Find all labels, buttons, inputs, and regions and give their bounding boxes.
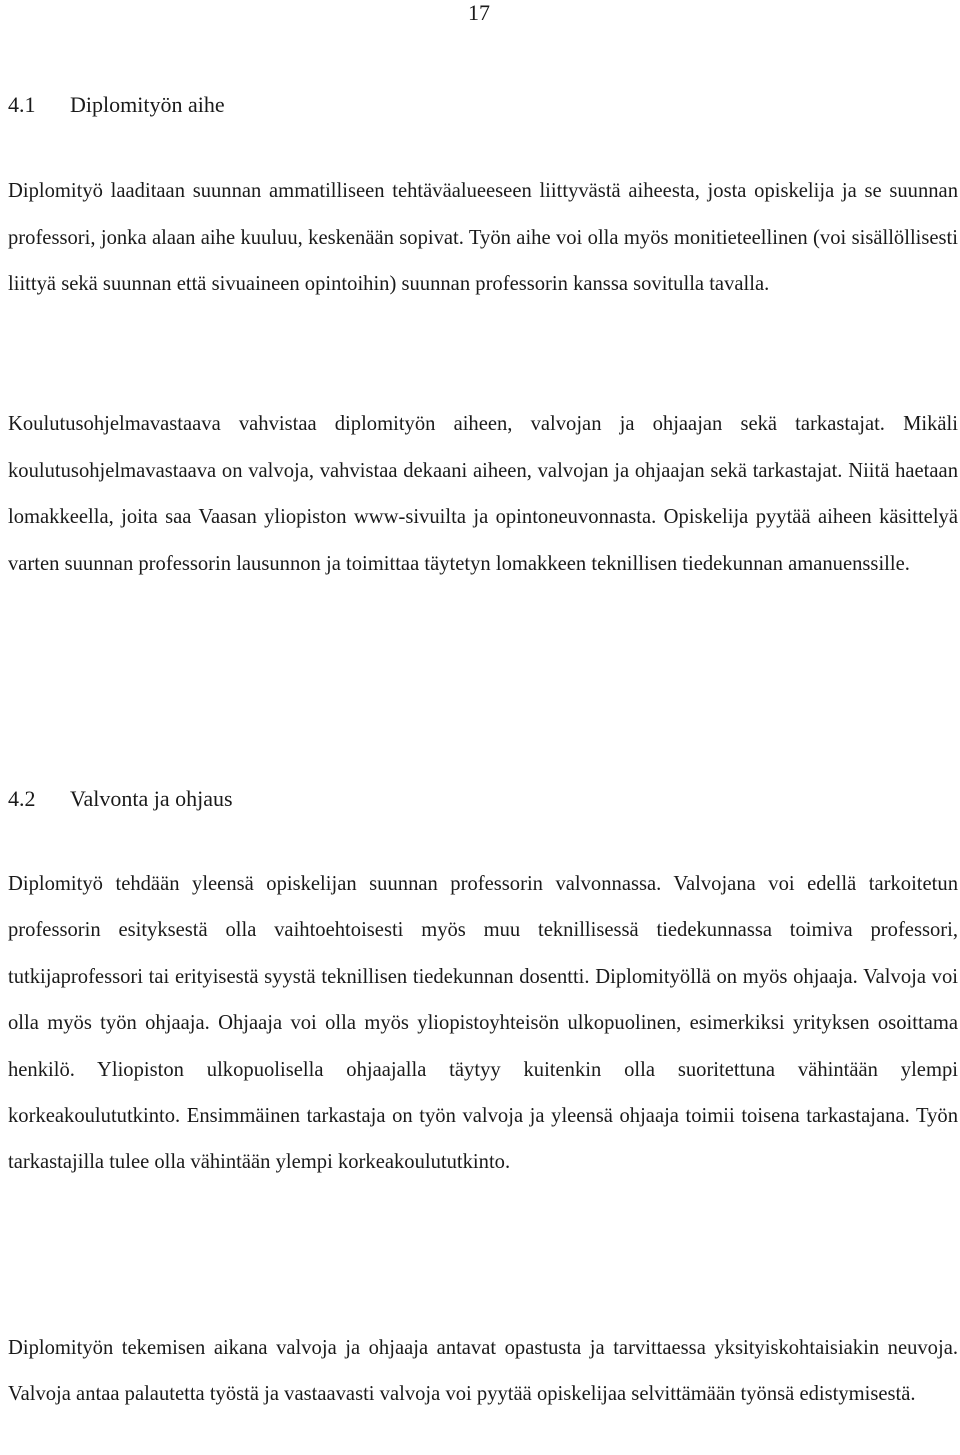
paragraph: Koulutusohjelmavastaava vahvistaa diplomityön aiheen, valvojan ja ohjaajan sekä tarkastajat. Mikäli koulutusohjelmavastaava on valvoja, vahvistaa dekaani aiheen, valvojan ja ohjaajan sekä tarkastajat. Niitä haetaan lomakkeella, joita saa Vaasan yliopiston www-sivuilta ja opintoneuvonnasta. Opiskelija pyytää aiheen käsittelyä varten suunnan professorin lausunnon ja toimittaa täytetyn lomakkeen teknillisen tiedekunnan amanuenssille. bbox=[8, 413, 958, 575]
paragraph: Diplomityö laaditaan suunnan ammatilliseen tehtäväalueeseen liittyvästä aiheesta, josta opiskelija ja se suunnan professori, jonka alaan aihe kuuluu, keskenään sopivat. Työn aihe voi olla myös monitieteellinen (voi sisällöllisesti liittyä sekä suunnan että sivuaineen opintoihin) suunnan professorin kanssa sovitulla tavalla. bbox=[8, 180, 958, 295]
section-title: Valvonta ja ohjaus bbox=[70, 786, 233, 811]
paragraph: Diplomityö tehdään yleensä opiskelijan suunnan professorin valvonnassa. Valvojana voi edellä tarkoitetun professorin esityksestä olla vaihtoehtoisesti myös muu teknillisessä tiedekunnassa toimiva professori, tutkijaprofessori tai erityisestä syystä teknillisen tiedekunnan dosentti. Diplomityöllä on myös ohjaaja. Valvoja voi olla myös työn ohjaaja. Ohjaaja voi olla myös yliopistoyhteisön ulkopuolinen, esimerkiksi yrityksen osoittama henkilö. Yliopiston ulkopuolisella ohjaajalla täytyy kuitenkin olla suoritettuna vähintään ylempi korkeakoulututkinto. Ensimmäinen tarkastaja on työn valvoja ja yleensä ohjaaja toimii toisena tarkastajana. Työn tarkastajilla tulee olla vähintään ylempi korkeakoulututkinto. bbox=[8, 873, 958, 1174]
section-title: Diplomityön aihe bbox=[70, 92, 225, 117]
page-number: 17 bbox=[468, 0, 490, 25]
section-heading-4-1 bbox=[8, 92, 225, 118]
section-number: 4.2 bbox=[8, 786, 36, 811]
section-heading-4-2 bbox=[8, 786, 233, 812]
paragraph: Diplomityön tekemisen aikana valvoja ja ohjaaja antavat opastusta ja tarvittaessa yksityiskohtaisiakin neuvoja. Valvoja antaa palautetta työstä ja vastaavasti valvoja voi pyytää opiskelijaa selvittämään työnsä edistymisestä. bbox=[8, 1337, 958, 1406]
section-number: 4.1 bbox=[8, 92, 36, 117]
